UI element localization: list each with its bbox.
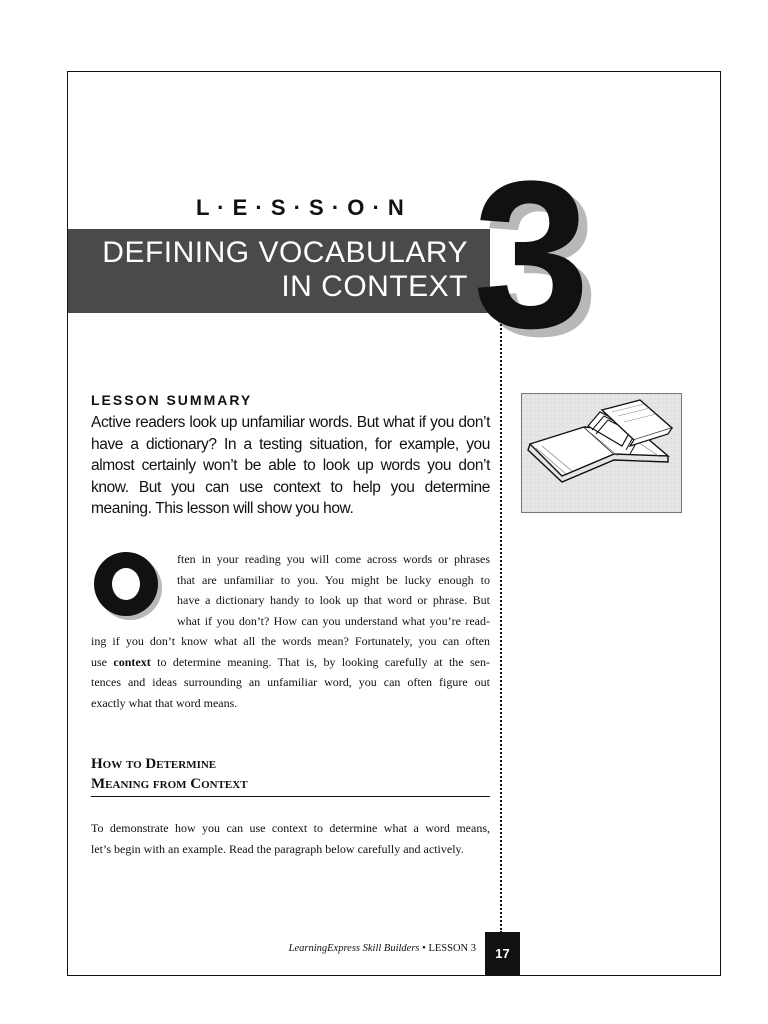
intro-line: ften in your reading you will come across words or phrases: [177, 552, 490, 566]
page-number: 17: [485, 932, 520, 976]
intro-paragraph-start: [177, 549, 490, 632]
summary-body: Active readers look up unfamiliar words. But what if you don’t have a dictionary? In a testing situation, for example, you almost certainly won’t be able to look up words you don’t know. But you can use context to help you determine meaning. This lesson will show you how.: [91, 414, 490, 517]
demo-line: let’s begin with an example. Read the paragraph below carefully and actively.: [91, 841, 464, 856]
summary-heading: LESSON SUMMARY: [91, 392, 253, 408]
demo-line: To demonstrate how you can use context to determine what a word means,: [91, 821, 490, 835]
section-heading: [91, 754, 490, 797]
intro-paragraph-rest: [91, 631, 490, 714]
footer-credit: [289, 943, 476, 954]
intro-line: exactly what that word means.: [91, 696, 238, 711]
lesson-title-line-1: DEFINING VOCABULARY: [102, 236, 468, 269]
context-term: context: [113, 654, 151, 669]
lesson-title-line-2: IN CONTEXT: [281, 270, 468, 303]
lesson-number: 3: [473, 137, 584, 372]
intro-line: that are unfamiliar to you. You might be lucky enough to: [177, 572, 490, 587]
dropcap-letter: [90, 548, 164, 622]
intro-line: have a dictionary handy to look up that word or phrase. But: [177, 593, 490, 608]
book-illustration: [521, 393, 682, 513]
footer-series: LearningExpress Skill Builders: [288, 943, 420, 954]
intro-line: what if you don’t? How can you understand what you’re read-: [177, 614, 490, 629]
intro-line: tences and ideas surrounding an unfamiliar word, you can often figure out: [91, 675, 490, 690]
footer-lesson: LESSON 3: [428, 943, 476, 954]
footer-separator: •: [422, 943, 426, 954]
section-heading-line-2: Meaning from Context: [91, 776, 248, 792]
title-band: [68, 229, 490, 313]
column-divider: [500, 313, 502, 933]
lesson-label: L · E · S · S · O · N: [196, 195, 405, 220]
intro-line-context: use context to determine meaning. That is, by looking carefully at the sen-: [91, 654, 490, 669]
intro-line: ing if you don’t know what all the words mean? Fortunately, you can often: [91, 634, 490, 648]
dropcap-text: O: [90, 548, 91, 549]
open-book-icon: [522, 394, 681, 512]
section-heading-line-1: How to Determine: [91, 756, 217, 772]
demo-paragraph: [91, 818, 490, 859]
